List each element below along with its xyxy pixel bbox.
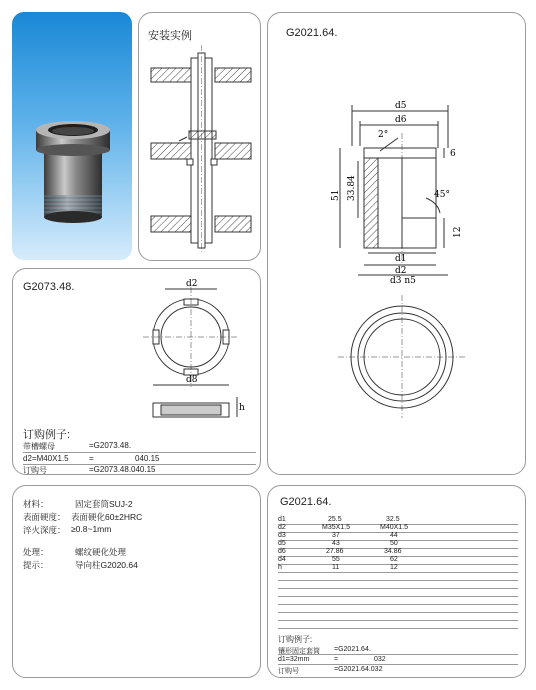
material-panel (12, 485, 261, 678)
table-row-2-v2: M40X1.5 (380, 524, 409, 531)
g2073-order-row-2-a: d2=M40X1.5 (23, 454, 69, 463)
g2021-drawing-panel (267, 12, 526, 475)
install-drawing (139, 13, 261, 261)
dim-h-label: h (239, 403, 245, 413)
process-value-1: 螺纹硬化处理 (75, 547, 127, 557)
g2073-order-row-1-a: 带槽螺母 (23, 442, 55, 451)
dim-d8-label: d8 (186, 375, 198, 385)
g2073-order-row-2-b: = (89, 454, 94, 463)
table-row-7-key: h (278, 564, 282, 571)
dim-d3-label: d3 n5 (390, 276, 416, 286)
process-value-2: 导向柱G2020.64 (75, 560, 138, 570)
dim-h6-label: 6 (450, 149, 456, 159)
dim-d6-label: d6 (395, 115, 407, 125)
dim-angle2-label: 2° (378, 130, 389, 140)
table-row-6-key: d4 (278, 556, 286, 563)
dim-angle45-label: 45° (434, 190, 450, 200)
table-row-2-v1: M35X1.5 (322, 524, 351, 531)
material-label-3: 淬火深度： (23, 525, 66, 535)
table-row-5-v2: 34.86 (384, 548, 402, 555)
dim-3384-label: 33.84 (347, 175, 357, 201)
dim-d1-label: d1 (395, 254, 407, 264)
g2073-order-row-1-b: =G2073.48. (89, 441, 132, 450)
table-row-6-v1: 55 (332, 556, 340, 563)
dim-d2-label: d2 (395, 266, 407, 276)
g2073-order-row-2-c: 040.15 (135, 454, 160, 463)
bushing-photo-icon (12, 12, 132, 260)
g2021-title: G2021.64. (286, 27, 338, 39)
table-order-heading: 订购例子: (278, 635, 313, 644)
g2021-technical-drawing (268, 13, 526, 475)
product-photo (12, 12, 132, 260)
dimension-table-panel (267, 485, 526, 678)
g2073-title: G2073.48. (23, 281, 75, 293)
material-label-1: 材料： (23, 499, 49, 509)
table-row-1-v1: 25.5 (328, 516, 342, 523)
table-row-7-v2: 12 (390, 564, 398, 571)
table-order-row-2-b: = (334, 656, 339, 663)
table-row-3-v1: 37 (332, 532, 340, 539)
dim-51-label: 51 (331, 189, 341, 201)
table-row-4-v1: 43 (332, 540, 340, 547)
table-order-row-3-b: =G2021.64.032 (334, 666, 383, 673)
table-row-5-v1: 27.86 (326, 548, 344, 555)
table-row-7-v1: 11 (332, 564, 340, 571)
g2073-order-heading: 订购例子: (23, 429, 71, 441)
table-order-row-1-b: =G2021.64. (334, 646, 371, 653)
dim-d5-label: d5 (395, 101, 407, 111)
material-value-3: ≥0.8~1mm (71, 524, 112, 534)
material-value-2: 表面硬化60±2HRC (71, 512, 143, 522)
process-label-2: 提示： (23, 560, 49, 570)
table-row-1-key: d1 (278, 516, 286, 523)
table-row-3-key: d3 (278, 532, 286, 539)
dim-h12-label: 12 (453, 226, 463, 238)
table-row-4-v2: 50 (390, 540, 398, 547)
table-order-row-1-a: 镶形固定套筒 (278, 648, 320, 655)
install-example-panel (138, 12, 261, 261)
table-row-2-key: d2 (278, 524, 286, 531)
table-row-4-key: d5 (278, 540, 286, 547)
table-row-1-v2: 32.5 (386, 516, 400, 523)
table-title: G2021.64. (280, 496, 332, 508)
table-order-row-2-a: d1=32mm (278, 656, 310, 663)
material-label-2: 表面硬度： (23, 512, 66, 522)
table-row-3-v2: 44 (390, 532, 398, 539)
process-label-1: 处理： (23, 547, 49, 557)
install-title: 安装实例 (148, 30, 192, 42)
table-row-5-key: d6 (278, 548, 286, 555)
table-order-row-2-c: 032 (374, 656, 386, 663)
g2073-order-row-3-b: =G2073.48.040.15 (89, 465, 156, 474)
table-row-6-v2: 62 (390, 556, 398, 563)
material-value-1: 固定套筒SUJ-2 (75, 499, 133, 509)
g2073-panel (12, 268, 261, 475)
dim-d2-label: d2 (186, 279, 198, 289)
g2073-order-row-3-a: 订购号 (23, 466, 47, 475)
table-order-row-3-a: 订购号 (278, 668, 299, 675)
